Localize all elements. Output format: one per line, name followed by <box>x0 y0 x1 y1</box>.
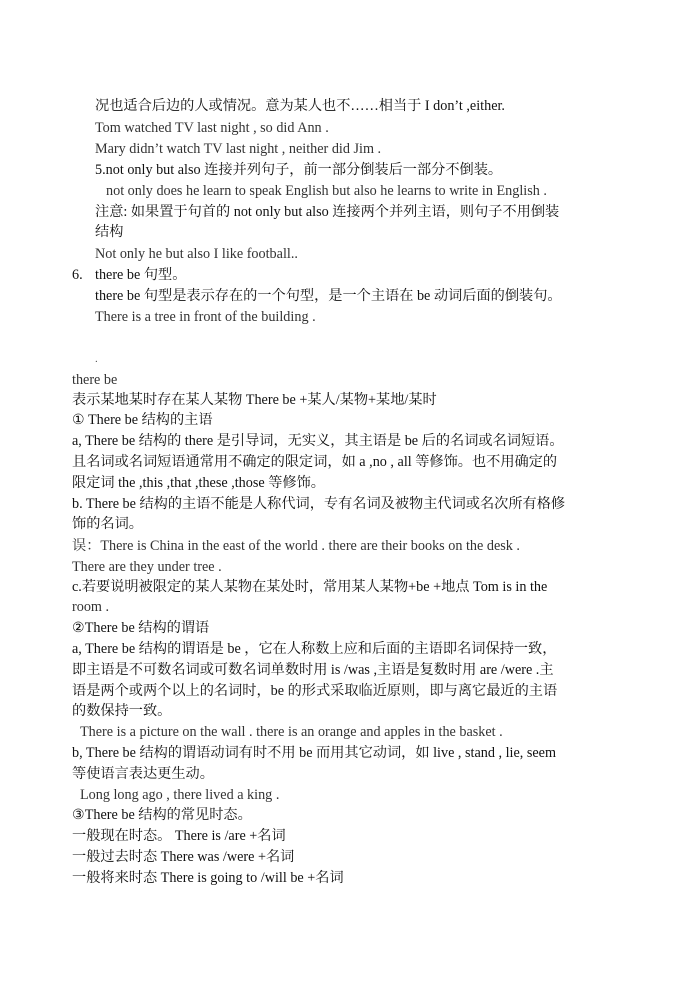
text-line: 的数保持一致。 <box>72 703 172 719</box>
section-heading: ②There be 结构的谓语 <box>72 620 210 636</box>
text-line: There is a tree in front of the building . <box>95 309 316 325</box>
text-line: 5.not only but also 连接并列句子，前一部分倒装后一部分不倒装。 <box>95 162 503 178</box>
text-line: 结构 <box>95 224 124 240</box>
text-line: there be 句型是表示存在的一个句型，是一个主语在 be 动词后面的倒装句。 <box>95 288 562 304</box>
text-line: Not only he but also I like football.. <box>95 246 298 262</box>
text-line: 且名词或名词短语通常用不确定的限定词，如 a ,no , all 等修饰。也不用确定的 <box>72 454 558 470</box>
text-line: 注意: 如果置于句首的 not only but also 连接两个并列主语，则句子不用倒装 <box>95 204 560 220</box>
text-line: . <box>95 353 98 365</box>
text-line: 语是两个或两个以上的名词时，be 的形式采取临近原则，即与离它最近的主语 <box>72 683 558 699</box>
text-line: Long long ago , there lived a king . <box>80 787 280 803</box>
list-number: 6. <box>72 267 83 283</box>
text-line: There is a picture on the wall . there is an orange and apples in the basket . <box>80 724 503 740</box>
text-line: 表示某地某时存在某人某物 There be +某人/某物+某地/某时 <box>72 392 437 408</box>
section-heading: there be 句型。 <box>95 267 187 283</box>
text-line: c.若要说明被限定的某人某物在某处时，常用某人某物+be +地点 Tom is in the <box>72 579 548 595</box>
text-line: 一般现在时态。 There is /are +名词 <box>72 828 286 844</box>
text-line: 限定词 the ,this ,that ,these ,those 等修饰。 <box>72 475 325 491</box>
section-heading: ① There be 结构的主语 <box>72 412 213 428</box>
text-line: a, There be 结构的 there 是引导词，无实义，其主语是 be 后的名词或名词短语。 <box>72 433 564 449</box>
text-line: there be <box>72 372 118 388</box>
text-line: 一般过去时态 There was /were +名词 <box>72 849 295 865</box>
text-line: 等使语言表达更生动。 <box>72 766 214 782</box>
text-line: 误：There is China in the east of the world . there are their books on the desk . <box>72 538 520 554</box>
text-line: There are they under tree . <box>72 559 222 575</box>
text-line: 即主语是不可数名词或可数名词单数时用 is /was ,主语是复数时用 are /were .主 <box>72 662 554 678</box>
text-line: 饰的名词。 <box>72 516 143 532</box>
text-line: not only does he learn to speak English but also he learns to write in English . <box>106 183 547 199</box>
section-heading: ③There be 结构的常见时态。 <box>72 807 252 823</box>
text-line: 况也适合后边的人或情况。意为某人也不……相当于 I don’t ,either. <box>95 98 505 114</box>
text-line: 一般将来时态 There is going to /will be +名词 <box>72 870 344 886</box>
text-line: Tom watched TV last night , so did Ann . <box>95 120 329 136</box>
text-line: b, There be 结构的谓语动词有时不用 be 而用其它动词，如 live , stand , lie, seem <box>72 745 557 761</box>
text-line: a, There be 结构的谓语是 be ，它在人称数上应和后面的主语即名词保持一致， <box>72 641 557 657</box>
text-line: Mary didn’t watch TV last night , neither did Jim . <box>95 141 382 157</box>
text-line: room . <box>72 599 110 615</box>
text-line: b. There be 结构的主语不能是人称代词，专有名词及被物主代词或名次所有格修 <box>72 496 566 512</box>
